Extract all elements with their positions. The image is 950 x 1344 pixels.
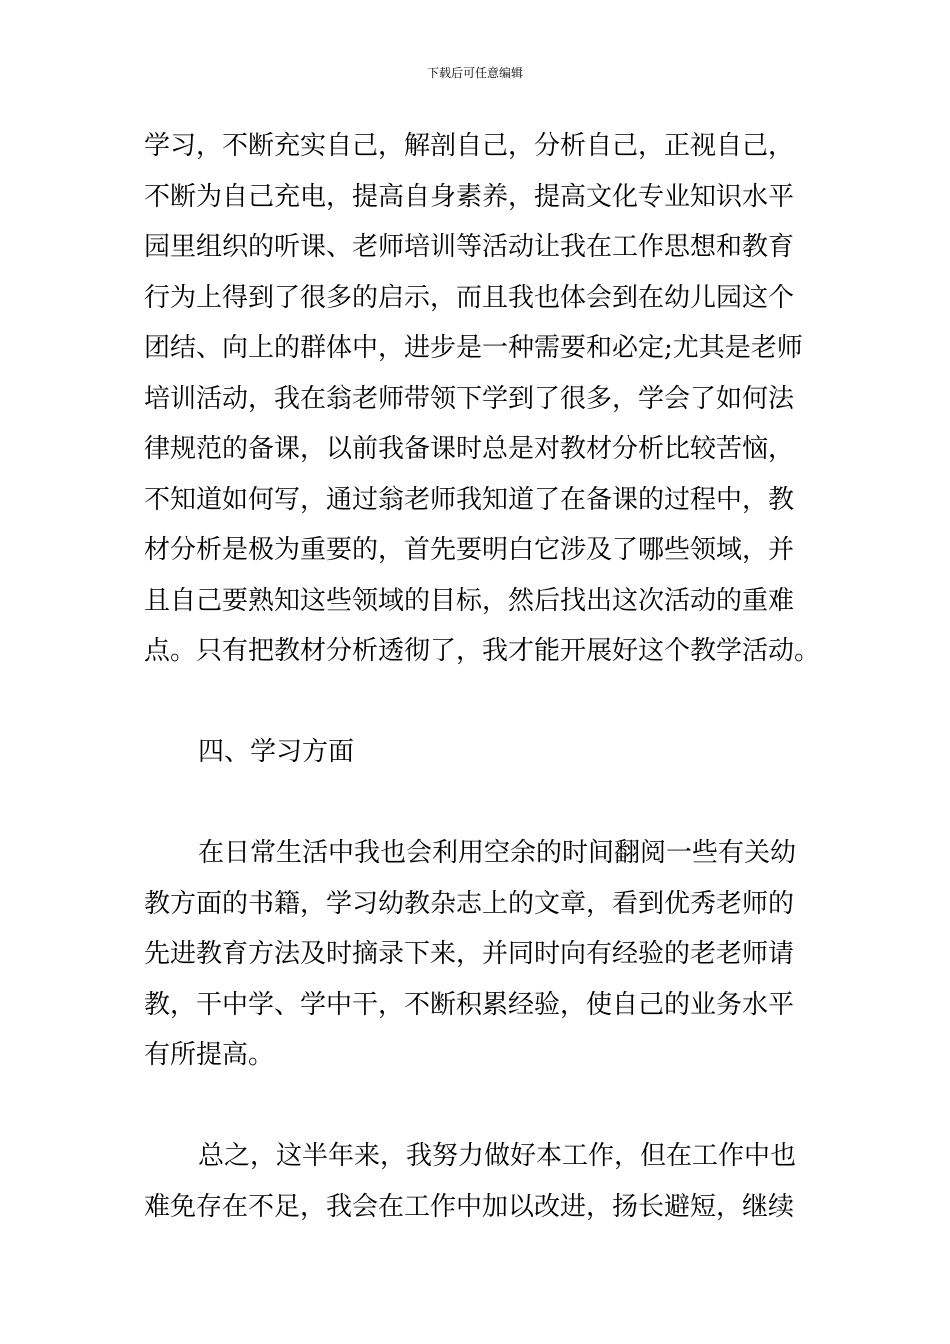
text-line: 且自己要熟知这些领域的目标，然后找出这次活动的重难 [144, 585, 795, 616]
paragraph-gap [144, 778, 814, 829]
text-line: 不知道如何写，通过翁老师我知道了在备课的过程中，教 [144, 484, 795, 515]
text-line: 教，干中学、学中干，不断积累经验，使自己的业务水平 [144, 989, 795, 1020]
document-body [144, 121, 821, 1232]
text-line: 先进教育方法及时摘录下来，并同时向有经验的老老师请 [144, 939, 795, 969]
section-heading: 四、学习方面 [198, 737, 355, 767]
page-header-note: 下载后可任意编辑 [426, 66, 523, 80]
text-line: 培训活动，我在翁老师带领下学到了很多，学会了如何法 [144, 383, 795, 414]
text-line: 园里组织的听课、老师培训等活动让我在工作思想和教育 [144, 232, 795, 262]
text-line: 律规范的备课，以前我备课时总是对教材分析比较苦恼， [144, 434, 795, 464]
text-line: 行为上得到了很多的启示，而且我也体会到在幼儿园这个 [144, 282, 795, 313]
text-line: 在日常生活中我也会利用空余的时间翻阅一些有关幼 [198, 838, 797, 868]
paragraph-study-continued [144, 121, 821, 677]
text-line: 总之，这半年来，我努力做好本工作，但在工作中也 [198, 1141, 797, 1171]
text-line: 教方面的书籍，学习幼教杂志上的文章，看到优秀老师的 [144, 888, 795, 919]
text-line: 有所提高。 [144, 1040, 275, 1070]
paragraph-gap [144, 677, 814, 728]
paragraph-summary [144, 1131, 814, 1232]
text-line: 材分析是极为重要的，首先要明白它涉及了哪些领域，并 [144, 535, 795, 565]
text-line: 不断为自己充电，提高自身素养，提高文化专业知识水平 [144, 181, 795, 212]
text-line: 点。只有把教材分析透彻了，我才能开展好这个教学活动。 [144, 636, 821, 666]
text-line: 难免存在不足，我会在工作中加以改进，扬长避短，继续 [144, 1191, 795, 1222]
text-line: 学习，不断充实自己，解剖自己，分析自己，正视自己， [144, 131, 795, 161]
paragraph-gap [144, 1081, 814, 1132]
paragraph-study-aspect [144, 828, 814, 1081]
text-line: 团结、向上的群体中，进步是一种需要和必定;尤其是老师 [144, 333, 803, 363]
